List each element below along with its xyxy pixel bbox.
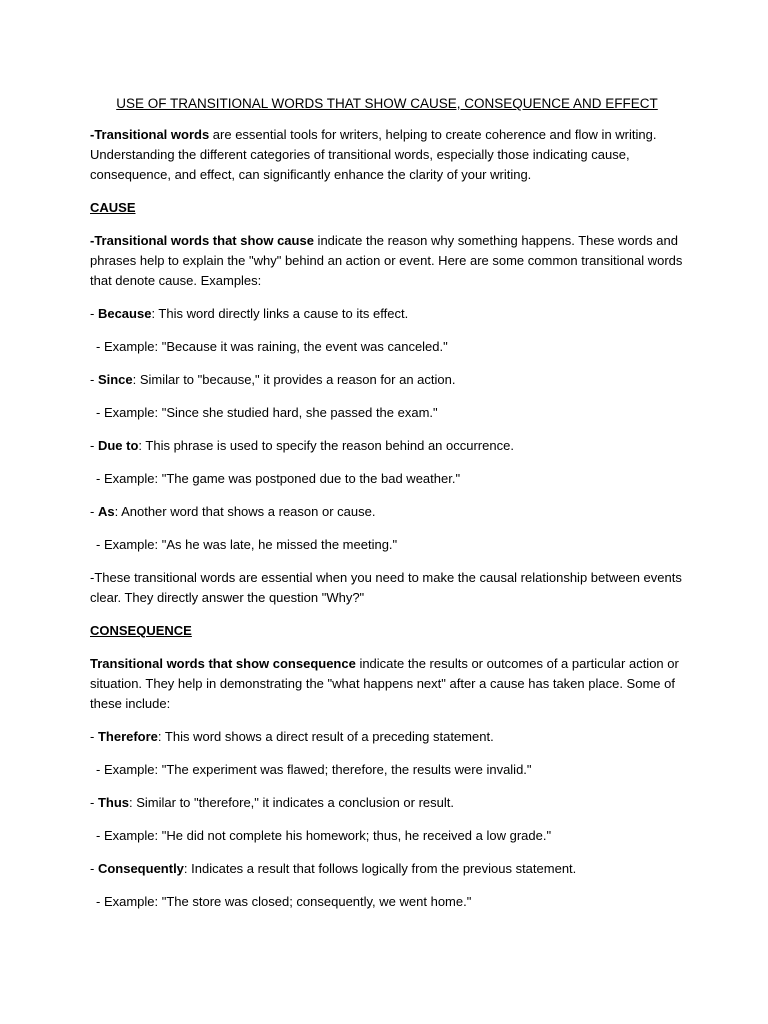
consequence-item-consequently — [90, 859, 684, 879]
consequence-intro-paragraph — [90, 654, 684, 714]
definition-therefore: : This word shows a direct result of a preceding statement. — [157, 729, 494, 744]
item-prefix: - — [90, 795, 98, 810]
definition-consequently: : Indicates a result that follows logically from the previous statement. — [183, 861, 577, 876]
example-thus: - Example: "He did not complete his homework; thus, he received a low grade." — [96, 828, 552, 843]
cause-item-as — [90, 502, 684, 522]
example-because: - Example: "Because it was raining, the event was canceled." — [96, 339, 448, 354]
cause-item-due-to — [90, 436, 684, 456]
item-prefix: - — [90, 861, 98, 876]
definition-since: : Similar to "because," it provides a reason for an action. — [132, 372, 456, 387]
consequence-item-therefore — [90, 727, 684, 747]
item-prefix: - — [90, 306, 98, 321]
item-prefix: - — [90, 729, 98, 744]
item-prefix: - — [90, 438, 98, 453]
example-since: - Example: "Since she studied hard, she passed the exam." — [96, 405, 438, 420]
term-as: As — [97, 504, 115, 519]
example-therefore: - Example: "The experiment was flawed; therefore, the results were invalid." — [96, 762, 532, 777]
example-as: - Example: "As he was late, he missed the meeting." — [96, 537, 398, 552]
definition-due-to: : This phrase is used to specify the reason behind an occurrence. — [138, 438, 514, 453]
term-because: Because — [97, 306, 152, 321]
example-consequently: - Example: "The store was closed; consequently, we went home." — [96, 894, 472, 909]
definition-thus: : Similar to "therefore," it indicates a conclusion or result. — [129, 795, 454, 810]
consequence-item-thus — [90, 793, 684, 813]
cause-intro-paragraph — [90, 231, 684, 291]
cause-heading: CAUSE — [90, 200, 136, 215]
document-body — [90, 94, 684, 925]
item-prefix: - — [90, 372, 98, 387]
cause-item-since — [90, 370, 684, 390]
cause-item-because — [90, 304, 684, 324]
definition-as: : Another word that shows a reason or cause. — [114, 504, 376, 519]
consequence-heading: CONSEQUENCE — [90, 623, 192, 638]
intro-bold-term: -Transitional words — [90, 127, 210, 142]
term-due-to: Due to — [97, 438, 139, 453]
consequence-intro-bold: Transitional words that show consequence — [90, 656, 356, 671]
intro-paragraph — [90, 125, 684, 185]
item-prefix: - — [90, 504, 98, 519]
term-consequently: Consequently — [97, 861, 184, 876]
document-title: USE OF TRANSITIONAL WORDS THAT SHOW CAUSE, CONSEQUENCE AND EFFECT — [116, 96, 658, 111]
term-therefore: Therefore — [97, 729, 158, 744]
consequence-intro-text: indicate the results or outcomes of a particular action or situation. They help in demonstrating the "what happens next" after a cause has taken place. Some of these include: — [90, 656, 679, 711]
definition-because: : This word directly links a cause to its effect. — [151, 306, 409, 321]
term-since: Since — [97, 372, 133, 387]
term-thus: Thus — [97, 795, 130, 810]
intro-text: are essential tools for writers, helping to create coherence and flow in writing. Understanding the different categories of transitional words, especially those indicating cause, consequence, and effect, can significantly enhance the clarity of your writing. — [90, 127, 657, 182]
cause-closing-paragraph: -These transitional words are essential when you need to make the causal relationship between events clear. They directly answer the question "Why?" — [90, 570, 682, 605]
cause-intro-bold: -Transitional words that show cause — [90, 233, 314, 248]
cause-intro-text: indicate the reason why something happens. These words and phrases help to explain the "why" behind an action or event. Here are some common transitional words that denote cause. Examples: — [90, 233, 683, 288]
example-due-to: - Example: "The game was postponed due to the bad weather." — [96, 471, 461, 486]
